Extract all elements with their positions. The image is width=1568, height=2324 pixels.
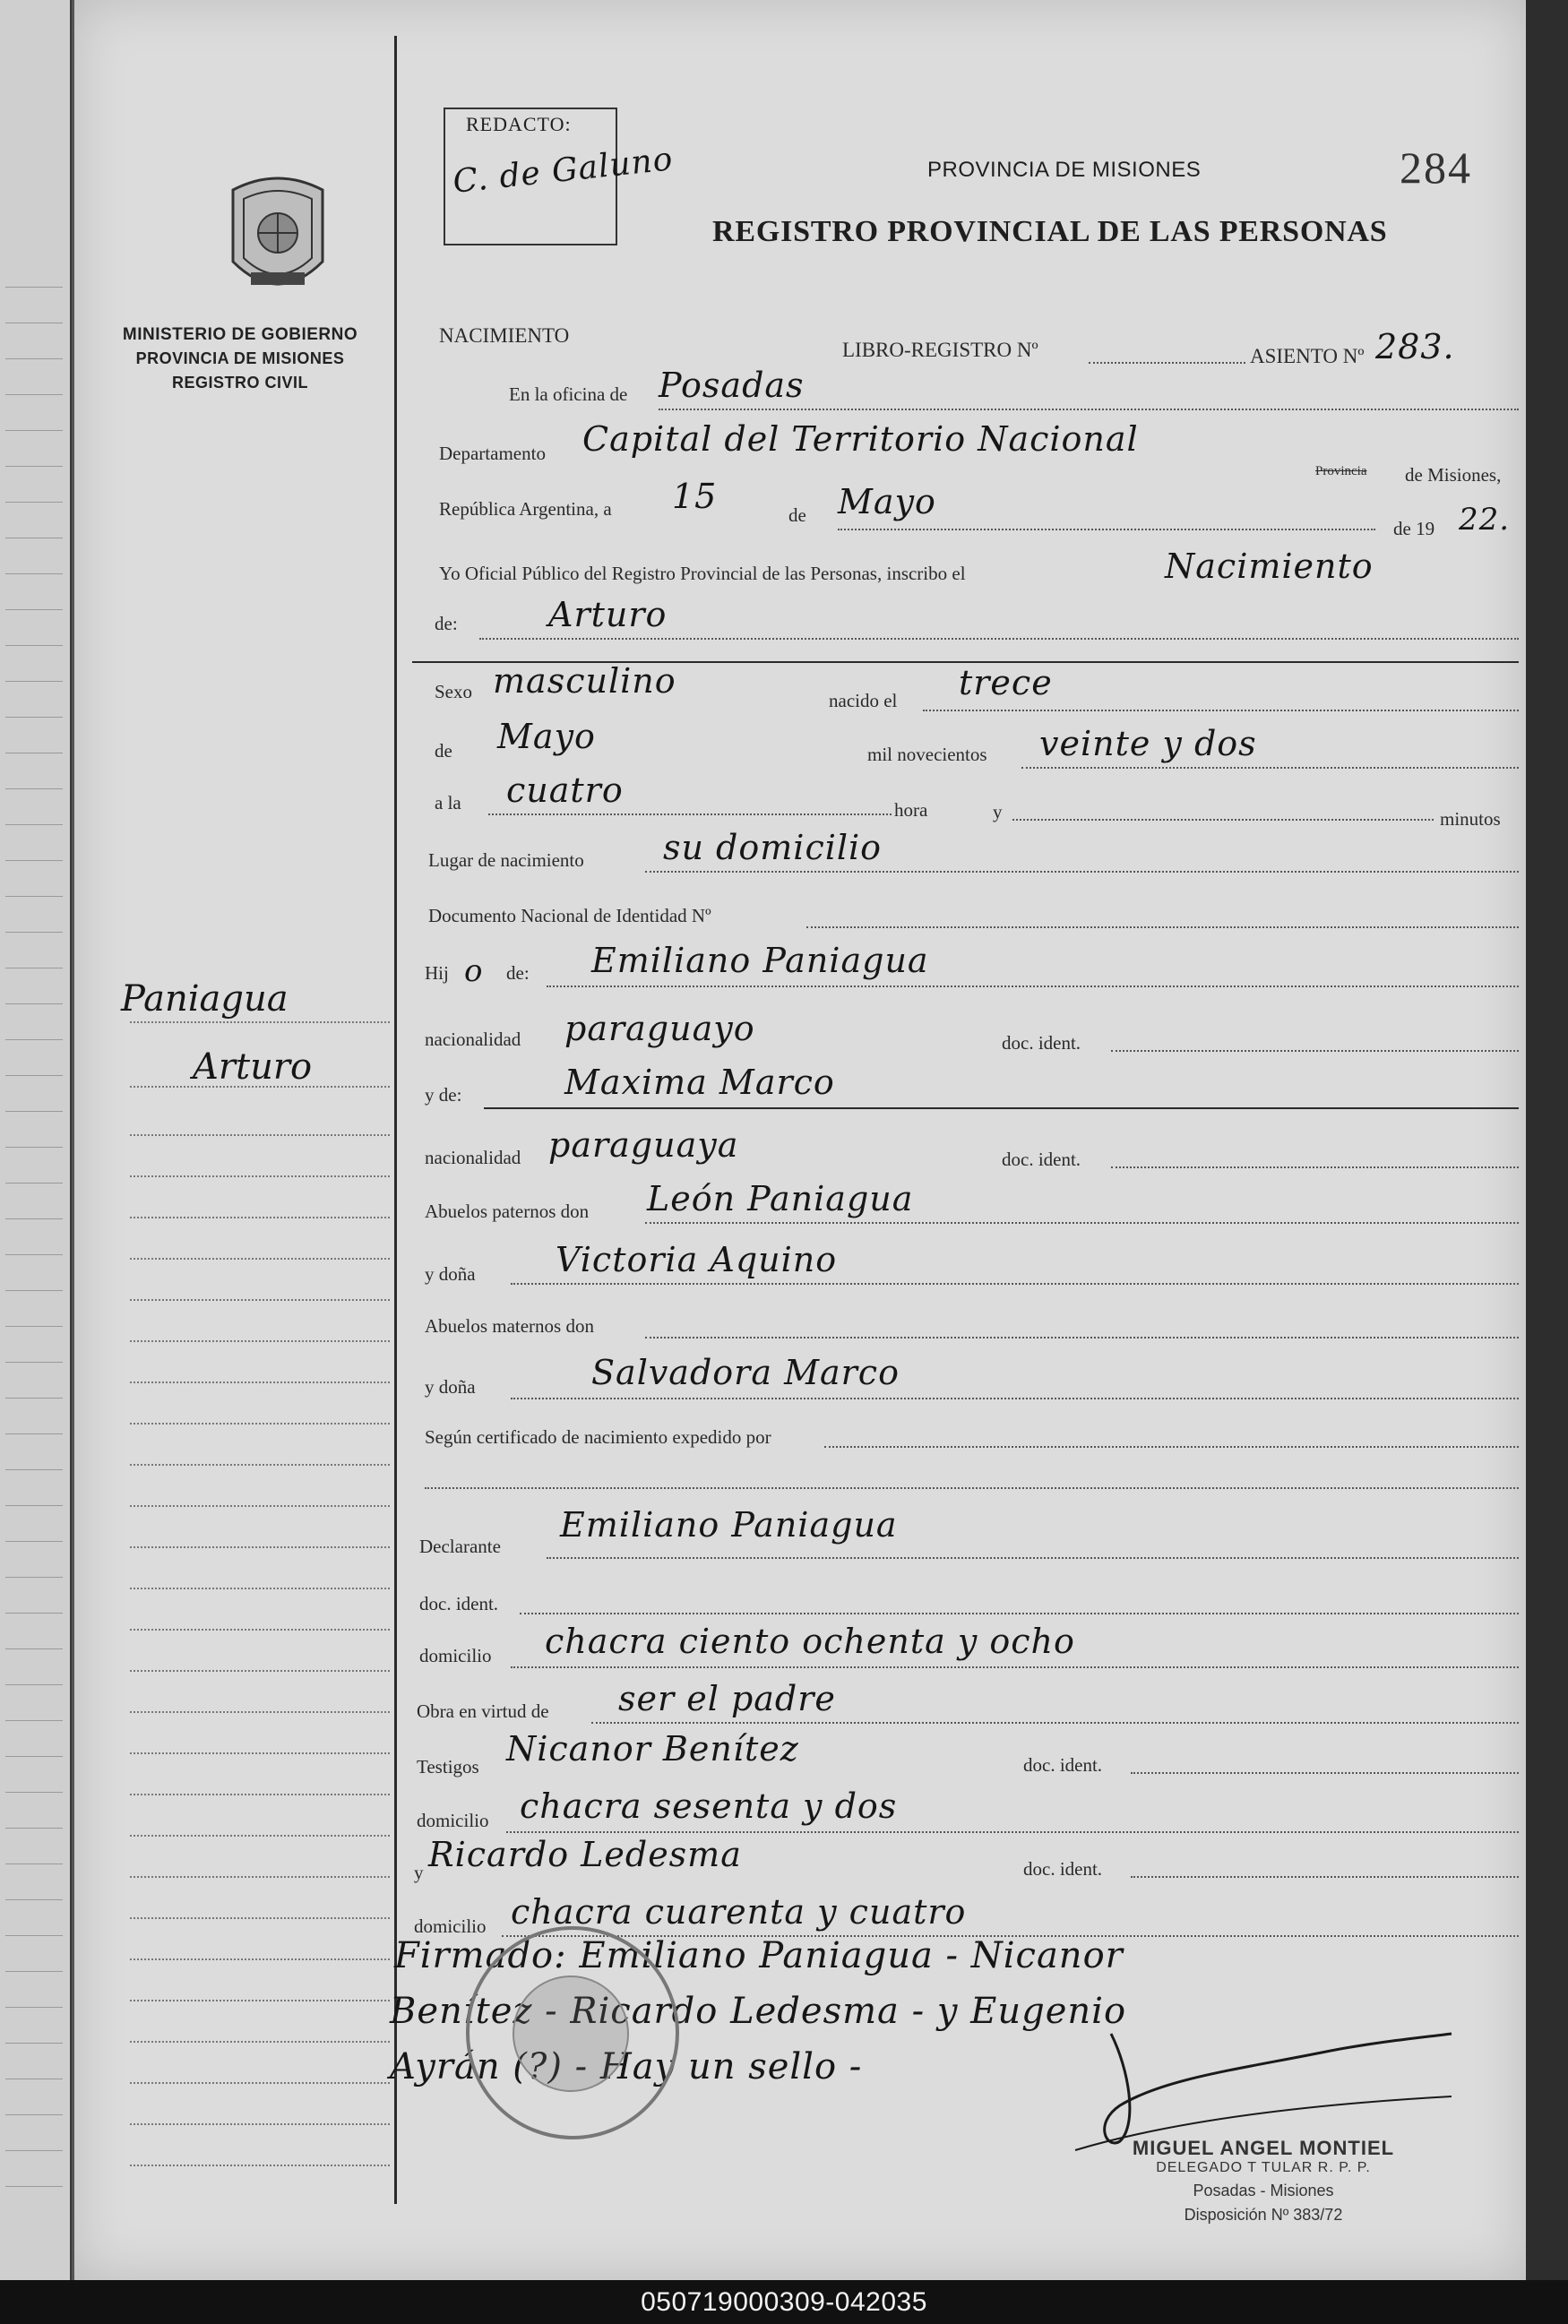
testigos-label: Testigos xyxy=(417,1756,479,1777)
declarante-label: Declarante xyxy=(419,1536,501,1557)
doc-ident4-label: doc. ident. xyxy=(1023,1754,1103,1776)
y-dona2-label: y doña xyxy=(425,1376,476,1398)
testigo1-doc-line xyxy=(1131,1772,1519,1774)
registry-title: REGISTRO PROVINCIAL DE LAS PERSONAS xyxy=(712,215,1388,248)
abuela-mat-value: Salvadora Marco xyxy=(591,1353,900,1392)
page-number: 284 xyxy=(1400,142,1472,193)
mil-line xyxy=(1021,767,1519,769)
minutos-line xyxy=(1012,819,1434,821)
lugar-value: su domicilio xyxy=(663,828,883,867)
ala-label: a la xyxy=(435,792,461,813)
provincia-struck: Provincia xyxy=(1315,464,1367,478)
asiento-value: 283. xyxy=(1375,327,1455,366)
official-stamp-seal-icon xyxy=(513,1975,629,2092)
provincial-seal-icon xyxy=(224,172,332,306)
margin-given-name: Arturo xyxy=(193,1046,313,1088)
year-value: 22. xyxy=(1459,502,1511,538)
firmado-line-1: Firmado: Emiliano Paniagua - Nicanor xyxy=(394,1935,1124,1976)
hora-value: cuatro xyxy=(506,770,624,810)
ministry-header xyxy=(79,323,401,395)
segun-line-2 xyxy=(425,1487,1519,1489)
name-line xyxy=(479,638,1519,640)
domicilio-line xyxy=(511,1666,1519,1668)
nacido-value: trece xyxy=(959,663,1053,702)
nacido-line xyxy=(923,710,1519,711)
mother-value: Maxima Marco xyxy=(564,1063,835,1102)
day-value: 15 xyxy=(672,477,718,516)
lugar-label: Lugar de nacimiento xyxy=(428,849,584,871)
libro-registro-line xyxy=(1089,362,1245,364)
hijo-label: Hij xyxy=(425,962,449,984)
domicilio-value: chacra ciento ochenta y ocho xyxy=(545,1622,1075,1661)
de-label: de xyxy=(788,504,806,526)
testigo2-value: Ricardo Ledesma xyxy=(428,1835,742,1874)
y2-label: y xyxy=(414,1862,424,1883)
domicilio3-label: domicilio xyxy=(414,1915,487,1937)
nacido-label: nacido el xyxy=(829,690,898,711)
y-label: y xyxy=(993,801,1003,822)
inscribe-value: Nacimiento xyxy=(1165,547,1374,586)
province-header: PROVINCIA DE MISIONES xyxy=(927,158,1202,182)
documento-line xyxy=(806,926,1519,928)
nacionalidad-label: nacionalidad xyxy=(425,1029,521,1050)
doc-ident-label: doc. ident. xyxy=(1002,1032,1081,1054)
official-signature-block xyxy=(1075,2137,1452,2225)
scan-id-text: 050719000309-042035 xyxy=(641,2287,927,2317)
y-dona-label: y doña xyxy=(425,1263,476,1285)
abuela-mat-line xyxy=(511,1398,1519,1399)
abuelo-pat-line xyxy=(645,1222,1519,1224)
abuelos-mat-label: Abuelos maternos don xyxy=(425,1315,594,1337)
hora-line xyxy=(488,813,892,815)
sexo-value: masculino xyxy=(493,661,676,701)
asiento-label: ASIENTO Nº xyxy=(1250,345,1365,367)
official-city: Posadas - Misiones xyxy=(1193,2182,1334,2199)
redacto-signature: C. de Galuno xyxy=(451,141,676,201)
date-line xyxy=(838,529,1375,530)
firmado-line-2: Benítez - Ricardo Ledesma - y Eugenio xyxy=(390,1991,1127,2032)
month2-value: Mayo xyxy=(497,717,596,756)
abuelo-mat-line xyxy=(645,1337,1519,1338)
domicilio2-label: domicilio xyxy=(417,1810,489,1831)
obra-line xyxy=(591,1722,1519,1724)
y-de-label: y de: xyxy=(425,1084,462,1106)
testigo2-doc-line xyxy=(1131,1876,1519,1878)
hijo-de-label: de: xyxy=(506,962,530,984)
abuelos-pat-label: Abuelos paternos don xyxy=(425,1201,590,1222)
record-type-label: NACIMIENTO xyxy=(439,324,570,347)
name-value: Arturo xyxy=(548,595,668,634)
testigo1-dom-line xyxy=(506,1831,1519,1833)
obra-value: ser el padre xyxy=(618,1679,836,1718)
documento-label: Documento Nacional de Identidad Nº xyxy=(428,905,711,926)
domicilio-label: domicilio xyxy=(419,1645,492,1666)
lugar-line xyxy=(645,871,1519,873)
mother-nat-value: paraguaya xyxy=(548,1125,739,1165)
departamento-label: Departamento xyxy=(439,443,546,464)
oficina-label: En la oficina de xyxy=(509,383,628,405)
margin-surname: Paniagua xyxy=(121,978,289,1020)
abuelo-pat-value: León Paniagua xyxy=(647,1179,914,1218)
father-line xyxy=(547,986,1519,987)
doc-ident2-label: doc. ident. xyxy=(1002,1149,1081,1170)
declarante-doc-line xyxy=(520,1613,1519,1614)
testigo2-dom-value: chacra cuarenta y cuatro xyxy=(511,1892,967,1932)
ministry-line: MINISTERIO DE GOBIERNO xyxy=(122,325,358,344)
mil-label: mil novecientos xyxy=(867,744,987,765)
declarante-line xyxy=(547,1557,1519,1559)
oficina-line xyxy=(659,409,1519,410)
republica-label: República Argentina, a xyxy=(439,498,612,520)
redacto-label: REDACTO: xyxy=(466,113,572,135)
father-nat-value: paraguayo xyxy=(564,1009,755,1048)
province-line: PROVINCIA DE MISIONES xyxy=(135,349,345,367)
departamento-value: Capital del Territorio Nacional xyxy=(582,419,1139,459)
provincia-suffix: de Misiones, xyxy=(1405,464,1502,486)
mother-doc-line xyxy=(1111,1166,1519,1168)
hora-label: hora xyxy=(894,799,928,821)
hijo-suffix: o xyxy=(464,953,484,989)
sexo-label: Sexo xyxy=(435,681,472,702)
de2-label: de xyxy=(435,740,452,762)
nacionalidad2-label: nacionalidad xyxy=(425,1147,521,1168)
month-value: Mayo xyxy=(838,482,936,521)
oficina-value: Posadas xyxy=(659,366,805,405)
obra-label: Obra en virtud de xyxy=(417,1700,549,1722)
de-colon-label: de: xyxy=(435,613,458,634)
segun-line-1 xyxy=(824,1446,1519,1448)
abuela-pat-value: Victoria Aquino xyxy=(556,1240,838,1279)
scan-id-bar xyxy=(0,2280,1568,2324)
scanner-left-edge xyxy=(0,0,70,2280)
official-name: MIGUEL ANGEL MONTIEL xyxy=(1132,2137,1395,2159)
minutos-label: minutos xyxy=(1440,808,1501,830)
segun-label: Según certificado de nacimiento expedido por xyxy=(425,1426,771,1448)
oficial-text: Yo Oficial Público del Registro Provincial de las Personas, inscribo el xyxy=(439,563,966,584)
father-doc-line xyxy=(1111,1050,1519,1052)
official-title: DELEGADO T TULAR R. P. P. xyxy=(1156,2160,1371,2175)
declarante-value: Emiliano Paniagua xyxy=(560,1505,898,1545)
libro-registro-label: LIBRO-REGISTRO Nº xyxy=(842,339,1038,361)
father-value: Emiliano Paniagua xyxy=(591,941,929,980)
firmado-line-3: Ayrán (?) - Hay un sello - xyxy=(390,2046,863,2087)
mil-value: veinte y dos xyxy=(1039,724,1257,763)
testigo1-dom-value: chacra sesenta y dos xyxy=(520,1786,898,1826)
abuela-pat-line xyxy=(511,1283,1519,1285)
official-disposition: Disposición Nº 383/72 xyxy=(1184,2206,1343,2224)
doc-ident5-label: doc. ident. xyxy=(1023,1858,1103,1880)
testigo1-value: Nicanor Benítez xyxy=(506,1729,799,1769)
civil-registry-line: REGISTRO CIVIL xyxy=(171,374,308,392)
doc-ident3-label: doc. ident. xyxy=(419,1593,499,1614)
year-prefix: de 19 xyxy=(1393,518,1435,539)
mother-rule xyxy=(484,1107,1519,1109)
